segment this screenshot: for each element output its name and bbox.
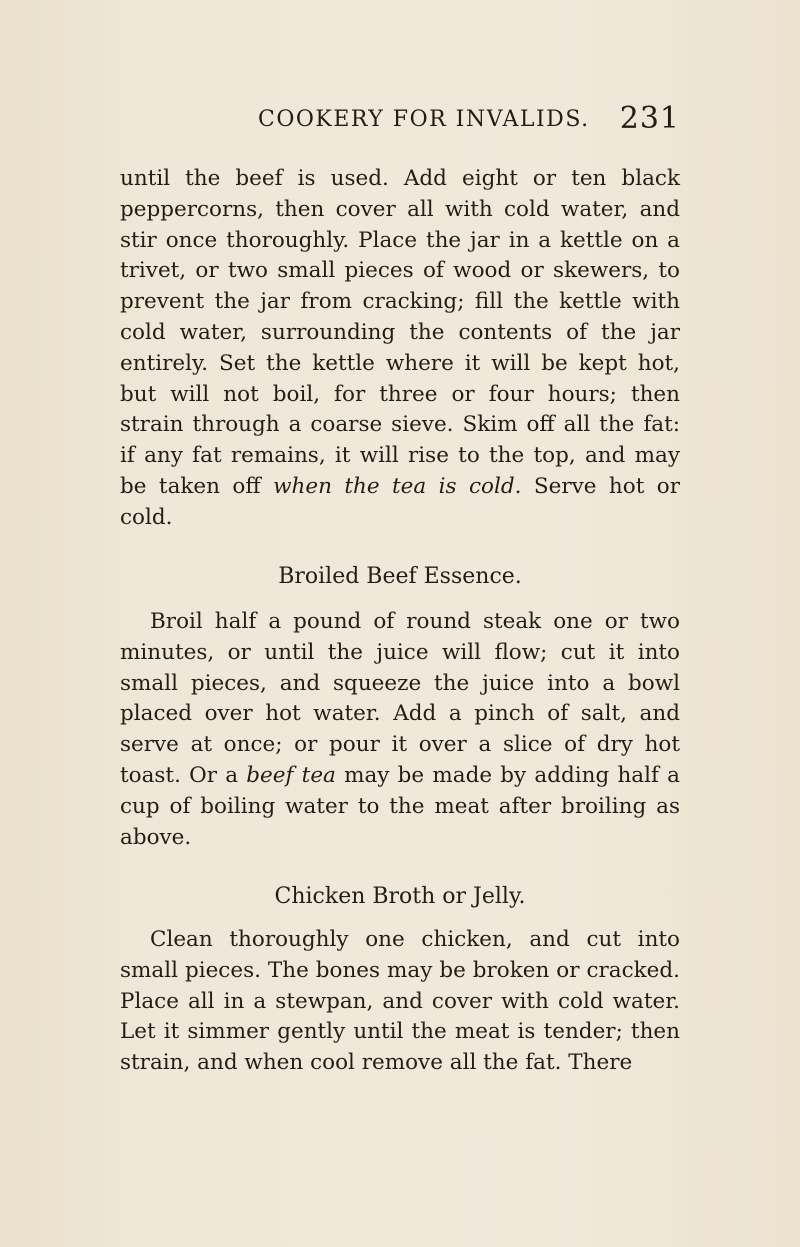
paragraph-text-start: until the beef is used. Add eight or ten black peppercorns, then cover all with cold water, and stir once thoroughly. Place the jar in a kettle on a trivet, or two small pieces of wood or skewers, to prevent the jar from cracking; fill the kettle with cold water, surrounding the contents of the jar entirely. Set the kettle where it will be kept hot, but will not boil, for three or four hours; then strain through a coarse sieve. Skim off all the fat: if any fat remains, it will rise to the top, and may be taken off bbox=[120, 166, 680, 499]
page-header bbox=[120, 103, 680, 143]
recipe-paragraph-broiled-beef-essence bbox=[120, 607, 680, 853]
recipe-paragraph-chicken-broth bbox=[120, 925, 680, 1079]
paragraph-text-end: Serve hot or cold. bbox=[120, 473, 681, 530]
paragraph-text bbox=[120, 164, 680, 534]
section-heading-broiled-beef-essence: Broiled Beef Essence. bbox=[278, 564, 522, 589]
page-number: 231 bbox=[619, 101, 680, 136]
paragraph-text bbox=[120, 607, 680, 853]
running-title: COOKERY FOR INVALIDS. bbox=[258, 107, 590, 132]
paragraph-text-end: may be made by adding half a cup of boiling water to the meat after broiling as above. bbox=[120, 762, 680, 850]
section-heading-chicken-broth: Chicken Broth or Jelly. bbox=[274, 884, 526, 909]
paragraph-text: Clean thoroughly one chicken, and cut into small pieces. The bones may be broken or cracked. Place all in a stewpan, and cover with cold water. Let it simmer gently until the meat is tender; then strain, and when cool remove all the fat. There bbox=[120, 927, 680, 1076]
paragraph-text-start: Broil half a pound of round steak one or two minutes, or until the juice will flow; cut it into small pieces, and squeeze the juice into a bowl placed over hot water. Add a pinch of salt, and serve at once; or pour it over a slice of dry hot toast. Or a bbox=[120, 609, 680, 788]
continued-paragraph bbox=[120, 164, 680, 534]
italic-phrase: when the tea is cold. bbox=[273, 473, 522, 499]
italic-phrase: beef tea bbox=[246, 762, 336, 788]
